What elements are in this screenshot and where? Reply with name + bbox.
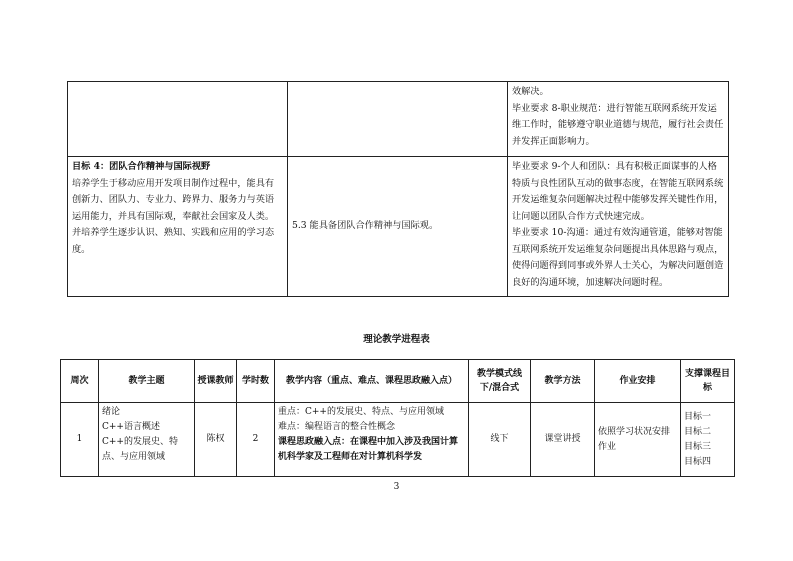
- indicator-cell: [288, 157, 508, 297]
- header-week: 周次: [61, 360, 99, 403]
- objectives-table: [67, 81, 729, 297]
- content-key: 重点：C++的发展史、特点、与应用领域: [278, 407, 444, 417]
- table-row: [68, 82, 729, 157]
- homework-cell: 依照学习状况安排作业: [595, 403, 681, 477]
- section-title: 理论教学进程表: [363, 334, 430, 345]
- indicator-text: 5.3 能具备团队合作精神与国际观。: [292, 220, 439, 232]
- topic-line: 绪论: [102, 407, 121, 417]
- schedule-table: [60, 359, 735, 477]
- requirement-cell: [508, 82, 729, 157]
- requirement-cell: [508, 157, 729, 297]
- requirement-text: 毕业要求 8-职业规范：进行智能互联网系统开发运维工作时，能够遵守职业道德与规范，履行社会责任并发挥正面影响力。: [512, 102, 724, 147]
- empty-cell: [68, 82, 288, 157]
- header-row: [61, 360, 735, 403]
- header-mode: 教学模式线下/混合式: [469, 360, 531, 403]
- goal-item: 目标二: [684, 426, 712, 437]
- goals-cell: [681, 403, 735, 477]
- goal-title: 目标 4：团队合作精神与国际视野: [72, 161, 211, 172]
- page-number: 3: [393, 482, 400, 492]
- header-method: 教学方法: [531, 360, 595, 403]
- week-cell: 1: [61, 403, 99, 477]
- topic-line: C++语言概述: [102, 422, 160, 432]
- requirement-text: 毕业要求 10-沟通：通过有效沟通管道，能够对智能互联网系统开发运维复杂问题提出具体思路与观点，使得问题得到同事或外界人士关心，为解决问题创造良好的沟通环境，加速解决问题时程。: [512, 227, 724, 288]
- teacher-cell: 陈权: [195, 403, 237, 477]
- goal-description: 培养学生于移动应用开发项目制作过程中，能具有 创新力、团队力、专业力、跨界力、服务力与英语 运用能力，并具有国际观，奉献社会国家及人类。 并培养学生逐步认识、熟知、实践和应用的学习态 度。: [72, 177, 275, 255]
- empty-cell: [288, 82, 508, 157]
- hours-cell: 2: [237, 403, 275, 477]
- header-topic: 教学主题: [99, 360, 195, 403]
- content-difficulty: 难点：编程语言的整合性概念: [278, 422, 396, 432]
- header-homework: 作业安排: [595, 360, 681, 403]
- content-cell: [275, 403, 469, 477]
- goal-item: 目标三: [684, 441, 712, 452]
- content-ideology: 课程思政融入点：在课程中加入涉及我国计算机科学家及工程师在对计算机科学发: [278, 437, 459, 462]
- mode-cell: 线下: [469, 403, 531, 477]
- goal-cell: [68, 157, 288, 297]
- method-cell: 课堂讲授: [531, 403, 595, 477]
- header-hours: 学时数: [237, 360, 275, 403]
- requirement-text: 毕业要求 9-个人和团队：具有积极正面谋事的人格特质与良性团队互动的做事态度，在智能互联网系统开发运维复杂问题解决过程中能够发挥关键性作用，让问题以团队合作方式快速完成。: [512, 161, 724, 222]
- goal-item: 目标一: [684, 411, 712, 422]
- topic-line: C++的发展史、特点、与应用领域: [102, 437, 178, 462]
- topic-cell: [99, 403, 195, 477]
- header-goals: 支撑课程目标: [681, 360, 735, 403]
- header-content: 教学内容（重点、难点、课程思政融入点）: [275, 360, 469, 403]
- goal-item: 目标四: [684, 456, 712, 467]
- table-row: [68, 157, 729, 297]
- requirement-text: 效解决。: [512, 86, 549, 97]
- header-teacher: 授课教师: [195, 360, 237, 403]
- table-row: [61, 403, 735, 477]
